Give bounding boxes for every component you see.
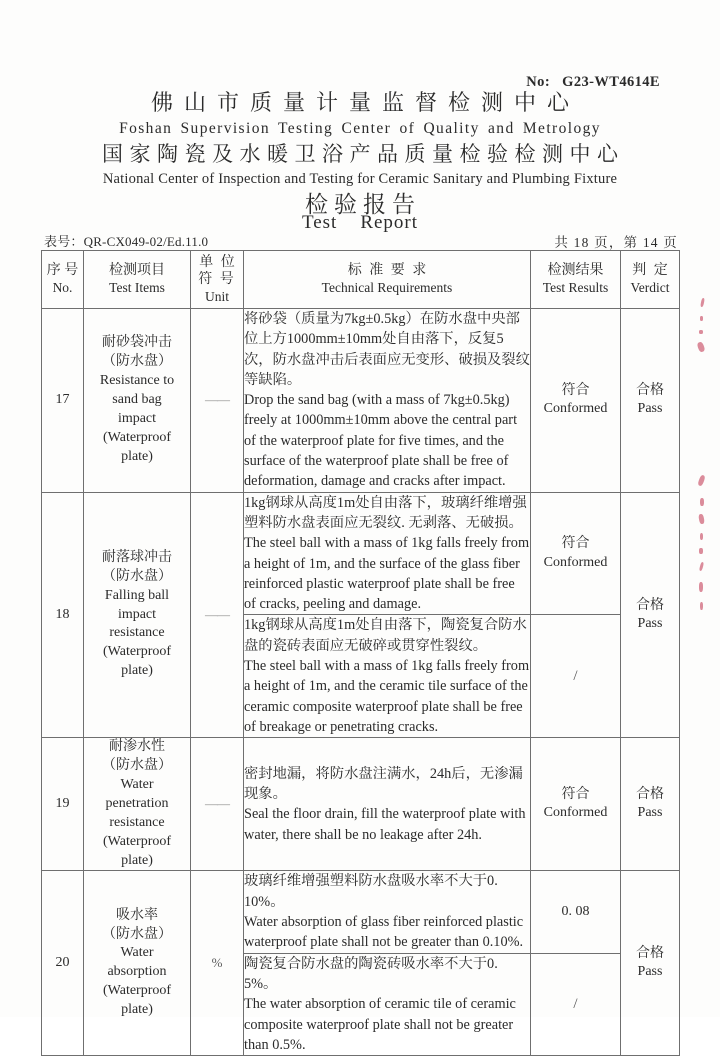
row-verdict-19-cn: 合格 xyxy=(636,787,664,803)
row-verdict-19 xyxy=(621,738,680,871)
table-row xyxy=(42,871,680,953)
row-item-18 xyxy=(84,492,191,738)
test-report-table xyxy=(41,250,680,1056)
row-requirement-18-1-cn: 1kg钢球从高度1m处自由落下，玻璃纤维增强塑料防水盘表面应无裂纹. 无剥落、无破损。 xyxy=(244,494,527,531)
center-name-cn: 国家陶瓷及水暖卫浴产品质量检验检测中心 xyxy=(102,142,625,167)
organization-name-en: Foshan Supervision Testing Center of Quality and Metrology xyxy=(119,119,601,137)
margin-annotation-marks xyxy=(692,290,714,620)
column-header-results-cn: 检测结果 xyxy=(547,263,604,279)
column-header-verdict-en: Verdict xyxy=(630,279,670,295)
row-requirement-19-1-cn: 密封地漏，将防水盘注满水，24h后，无渗漏现象。 xyxy=(244,765,523,803)
row-item-19-cn: 耐渗水性 （防水盘） xyxy=(102,739,172,774)
column-header-verdict xyxy=(621,251,680,309)
row-requirement-18-2-en: The steel ball with a mass of 1kg falls freely from a height of 1m, and the ceramic tile surface of the ceramic composite waterproof plate shall be free of breakage or penetrating cracks. xyxy=(244,658,530,735)
row-result-19-1-en: Conformed xyxy=(543,805,608,821)
row-result-20-2 xyxy=(531,953,621,1055)
row-item-18-en: Falling ball impact resistance (Waterproof plate) xyxy=(102,587,172,679)
row-result-17-1-en: Conformed xyxy=(543,401,608,417)
row-result-18-2-value: / xyxy=(573,667,578,684)
document-header xyxy=(0,88,720,189)
row-verdict-19-en: Pass xyxy=(637,805,663,821)
table-row xyxy=(42,492,680,615)
column-header-no xyxy=(42,251,84,309)
row-item-19-en: Water penetration resistance (Waterproof plate) xyxy=(102,777,172,868)
row-result-18-1 xyxy=(531,492,621,615)
column-header-results-en: Test Results xyxy=(542,279,609,295)
row-result-18-2 xyxy=(531,615,621,738)
column-header-requirements-cn: 标 准 要 求 xyxy=(347,263,429,279)
row-requirement-17-1 xyxy=(244,309,531,493)
row-no-17: 17 xyxy=(42,309,84,493)
row-requirement-20-2-cn: 陶瓷复合防水盘的陶瓷砖吸水率不大于0. 5%。 xyxy=(244,955,498,992)
organization-name-cn: 佛山市质量计量监督检测中心 xyxy=(150,90,580,115)
column-header-results xyxy=(531,251,621,309)
page-title-en: Test Report xyxy=(301,212,419,233)
column-header-requirements xyxy=(244,251,531,309)
row-requirement-20-1-cn: 玻璃纤维增强塑料防水盘吸水率不大于0. 10%。 xyxy=(244,873,498,910)
column-header-unit-en: Unit xyxy=(204,288,229,304)
row-verdict-20-en: Pass xyxy=(637,964,663,980)
column-header-unit xyxy=(191,251,244,309)
column-header-verdict-cn: 判 定 xyxy=(632,263,670,279)
row-result-17-1-cn: 符合 xyxy=(561,383,590,399)
row-requirement-20-2 xyxy=(244,953,531,1055)
row-requirement-20-1-en: Water absorption of glass fiber reinforced plastic waterproof plate shall not be greater than 0.10%. xyxy=(244,914,524,951)
row-requirement-19-1 xyxy=(244,738,531,871)
table-row xyxy=(42,309,680,493)
row-result-20-2-value: / xyxy=(573,995,578,1012)
row-item-20-en: Water absorption (Waterproof plate) xyxy=(102,945,172,1018)
row-result-18-1-en: Conformed xyxy=(543,554,608,570)
row-no-18: 18 xyxy=(42,492,84,738)
table-header-row xyxy=(42,251,680,309)
column-header-test-items-cn: 检测项目 xyxy=(109,263,165,279)
row-no-19: 19 xyxy=(42,738,84,871)
row-verdict-18-en: Pass xyxy=(637,615,663,631)
row-result-19-1 xyxy=(531,738,621,871)
page-title-cn: 检验报告 xyxy=(305,192,421,217)
row-requirement-18-1-en: The steel ball with a mass of 1kg falls freely from a height of 1m, and the surface of the glass fiber reinforced plastic waterproof plate shall be free of cracks, peeling and damage. xyxy=(244,535,530,613)
center-name-en: National Center of Inspection and Testing for Ceramic Sanitary and Plumbing Fixture xyxy=(102,170,618,187)
row-verdict-17-en: Pass xyxy=(637,401,663,417)
report-number-label: No: xyxy=(526,74,551,90)
column-header-test-items xyxy=(84,251,191,309)
row-requirement-20-2-en: The water absorption of ceramic tile of ceramic composite waterproof plate shall not be greater than 0.5%. xyxy=(244,996,516,1053)
column-header-test-items-en: Test Items xyxy=(109,279,165,295)
row-unit-19: —— xyxy=(191,738,244,871)
row-no-20: 20 xyxy=(42,871,84,1056)
row-item-19 xyxy=(84,738,191,871)
row-verdict-18-cn: 合格 xyxy=(636,597,664,613)
row-result-20-1 xyxy=(531,871,621,953)
row-requirement-20-1 xyxy=(244,871,531,953)
column-header-no-cn: 序 号 xyxy=(46,263,79,279)
row-result-20-1-value: 0. 08 xyxy=(561,903,590,919)
page-number-info: 共 18 页，第 14 页 xyxy=(554,235,678,250)
table-row xyxy=(42,738,680,871)
report-number-value: G23-WT4614E xyxy=(562,74,660,90)
row-unit-17: —— xyxy=(191,309,244,493)
row-requirement-18-1 xyxy=(244,492,531,615)
row-item-17 xyxy=(84,309,191,493)
column-header-requirements-en: Technical Requirements xyxy=(321,279,453,295)
row-unit-20 xyxy=(191,871,244,1056)
row-unit-20-value: % xyxy=(211,955,223,971)
row-item-20 xyxy=(84,871,191,1056)
row-item-18-cn: 耐落球冲击 （防水盘） xyxy=(102,549,172,584)
row-item-17-en: Resistance to sand bag impact (Waterproof plate) xyxy=(99,373,175,464)
row-item-20-cn: 吸水率 （防水盘） xyxy=(102,907,172,942)
column-header-unit-cn: 单 位 符 号 xyxy=(198,254,237,288)
row-requirement-19-1-en: Seal the floor drain, fill the waterproof plate with water, there shall be no leakage after 24h. xyxy=(244,806,526,843)
row-requirement-18-2 xyxy=(244,615,531,738)
row-item-17-cn: 耐砂袋冲击 （防水盘） xyxy=(102,335,172,370)
row-result-18-1-cn: 符合 xyxy=(561,536,590,552)
row-requirement-18-2-cn: 1kg钢球从高度1m处自由落下，陶瓷复合防水盘的瓷砖表面应无破碎或贯穿性裂纹。 xyxy=(244,617,527,654)
row-result-17-1 xyxy=(531,309,621,493)
row-verdict-20-cn: 合格 xyxy=(636,946,664,962)
row-requirement-17-1-en: Drop the sand bag (with a mass of 7kg±0.5kg) freely at 1000mm±10mm above the central part of the waterproof plate for five times, and the surface of the waterproof plate shall be free of deformation, damage and cracks after impact. xyxy=(244,392,518,490)
row-verdict-18 xyxy=(621,492,680,738)
row-verdict-17 xyxy=(621,309,680,493)
column-header-no-en: No. xyxy=(52,279,73,295)
form-number: 表号：QR-CX049-02/Ed.11.0 xyxy=(44,234,209,249)
row-requirement-17-1-cn: 将砂袋（质量为7kg±0.5kg）在防水盘中央部位上方1000mm±10mm处自由落下，反复5次，防水盘冲击后表面应无变形、破损及裂纹等缺陷。 xyxy=(244,311,530,388)
row-unit-18: —— xyxy=(191,492,244,738)
row-result-19-1-cn: 符合 xyxy=(561,787,590,803)
row-verdict-17-cn: 合格 xyxy=(636,383,664,399)
row-verdict-20 xyxy=(621,871,680,1056)
